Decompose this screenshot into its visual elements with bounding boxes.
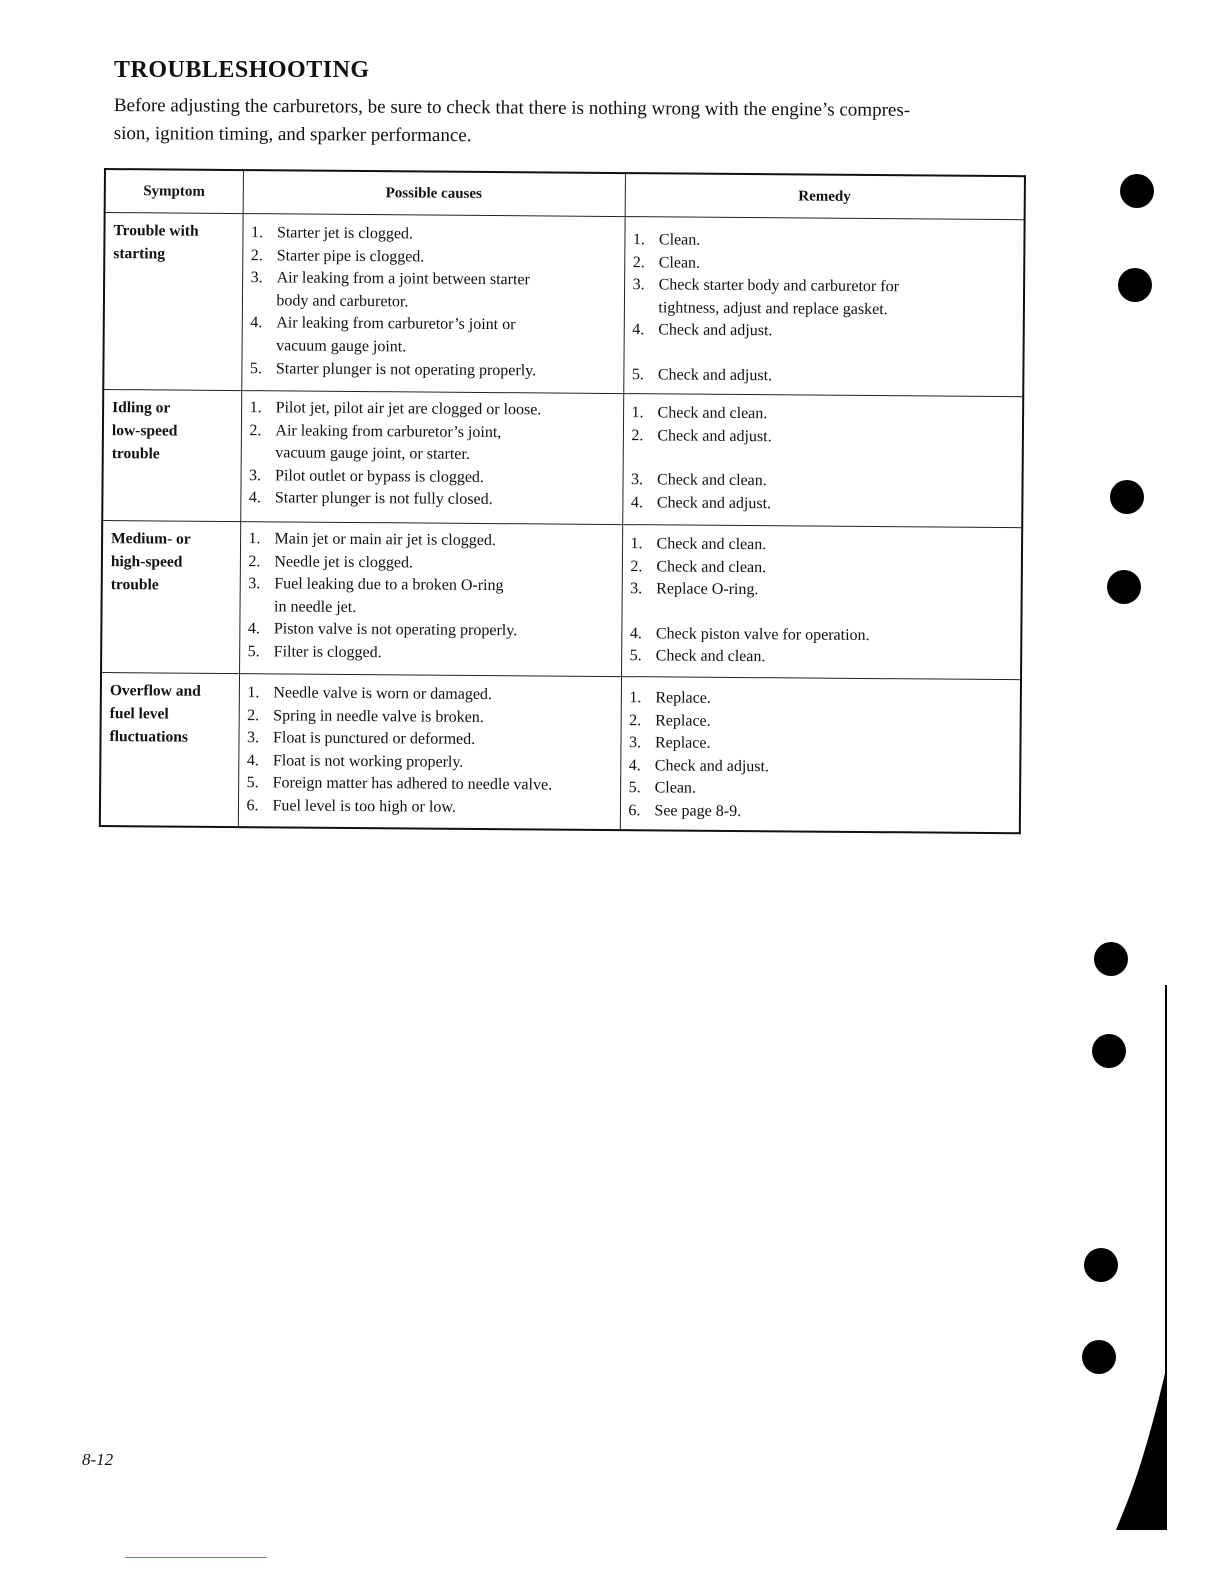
cause-item: 4. Piston valve is not operating properly. xyxy=(247,620,518,640)
remedy-item: 2. Replace. xyxy=(629,711,711,730)
remedy-item: 3. Check starter body and carburetor for tightness, adjust and replace gasket. xyxy=(632,276,900,318)
table-row xyxy=(100,672,1021,833)
symptom-cell xyxy=(101,520,240,673)
remedy-item: 1. Check and clean. xyxy=(631,404,768,423)
cause-item: 4. Air leaking from carburetor’s joint or vacuum gauge joint. xyxy=(250,314,516,356)
table-row xyxy=(103,213,1024,397)
remedy-item: 5. Check and clean. xyxy=(629,647,766,666)
causes-cell xyxy=(240,391,623,525)
remedy-item: 6. See page 8-9. xyxy=(628,802,742,820)
remedy-item: 2. Clean. xyxy=(632,253,701,272)
remedy-cell xyxy=(620,677,1021,834)
intro-line-2: sion, ignition timing, and sparker performance. xyxy=(113,122,472,147)
cause-item: 3. Air leaking from a joint between starter body and carburetor. xyxy=(250,269,530,311)
remedy-item: 4. Check and adjust. xyxy=(628,756,770,776)
cause-item: 4. Float is not working properly. xyxy=(246,751,464,771)
header-causes: Possible causes xyxy=(243,170,625,216)
remedy-item: 2. Check and clean. xyxy=(630,557,767,576)
cause-item: 1. Starter jet is clogged. xyxy=(250,224,414,243)
troubleshooting-table-container xyxy=(99,168,1024,833)
remedy-item: 4. Check piston valve for operation. xyxy=(629,624,870,644)
remedy-cell xyxy=(622,394,1023,528)
cause-item: 3. Float is punctured or deformed. xyxy=(246,729,476,749)
page-title: TROUBLESHOOTING xyxy=(114,57,370,83)
cause-item: 5. Starter plunger is not operating properly. xyxy=(249,359,537,379)
remedy-item: 5. Check and adjust. xyxy=(631,366,773,385)
symptom-cell xyxy=(100,672,239,827)
symptom-line: trouble xyxy=(111,445,160,463)
symptom-line: trouble xyxy=(110,576,159,594)
cause-item: 2. Air leaking from carburetor’s joint, vacuum gauge joint, or starter. xyxy=(249,421,502,464)
remedy-item: 1. Clean. xyxy=(632,231,701,249)
symptom-line: Medium- or xyxy=(111,530,191,548)
punch-hole-mark xyxy=(1094,942,1128,976)
table-header-row xyxy=(105,169,1025,220)
causes-cell xyxy=(239,522,622,677)
cause-item: 2. Needle jet is clogged. xyxy=(248,552,414,572)
cause-item: 1. Pilot jet, pilot air jet are clogged or loose. xyxy=(249,399,542,419)
punch-hole-mark xyxy=(1084,1248,1118,1282)
symptom-line: fuel level xyxy=(109,705,169,723)
remedy-item: 2. Check and adjust. xyxy=(631,426,772,445)
causes-cell xyxy=(241,214,624,394)
symptom-line: Trouble with xyxy=(113,222,199,240)
cause-item: 3. Pilot outlet or bypass is clogged. xyxy=(249,466,485,486)
table-row xyxy=(102,390,1023,528)
section-tab-marker xyxy=(1116,985,1168,1530)
symptom-line: fluctuations xyxy=(109,728,188,746)
remedy-item: 4. Check and adjust. xyxy=(632,321,773,340)
punch-hole-mark xyxy=(1107,570,1141,604)
symptom-line: Overflow and xyxy=(109,682,201,700)
cause-item: 5. Filter is clogged. xyxy=(247,643,382,662)
symptom-line: low-speed xyxy=(111,422,178,440)
punch-hole-mark xyxy=(1110,480,1144,514)
cause-item: 1. Needle valve is worn or damaged. xyxy=(247,684,493,704)
intro-paragraph xyxy=(114,92,1034,154)
remedy-cell xyxy=(623,217,1024,397)
cause-item: 1. Main jet or main air jet is clogged. xyxy=(248,530,496,550)
remedy-item: 5. Clean. xyxy=(628,779,697,798)
punch-hole-mark xyxy=(1082,1340,1116,1374)
cause-item: 6. Fuel level is too high or low. xyxy=(246,797,456,816)
remedy-item: 3. Replace. xyxy=(628,734,711,752)
symptom-cell xyxy=(102,390,241,522)
punch-hole-mark xyxy=(1120,174,1154,208)
remedy-item: 3. Check and clean. xyxy=(631,471,767,490)
footer-rule xyxy=(125,1557,267,1558)
remedy-item: 1. Check and clean. xyxy=(630,535,767,554)
intro-line-1: Before adjusting the carburetors, be sure to check that there is nothing wrong with the engine’s compres- xyxy=(113,94,911,121)
remedy-item: 4. Check and adjust. xyxy=(630,493,772,513)
page-number: 8-12 xyxy=(82,1450,114,1469)
symptom-line: Idling or xyxy=(112,399,171,417)
cause-item: 3. Fuel leaking due to a broken O-ring in needle jet. xyxy=(248,575,504,616)
causes-cell xyxy=(238,674,621,830)
symptom-cell xyxy=(103,213,242,391)
table-row xyxy=(101,520,1022,679)
symptom-line: starting xyxy=(113,245,166,263)
header-remedy: Remedy xyxy=(625,173,1025,220)
remedy-cell xyxy=(621,525,1022,680)
troubleshooting-table xyxy=(99,168,1026,834)
cause-item: 5. Foreign matter has adhered to needle valve. xyxy=(246,774,553,794)
cause-item: 4. Starter plunger is not fully closed. xyxy=(248,489,493,509)
punch-hole-mark xyxy=(1118,268,1152,302)
remedy-item: 1. Replace. xyxy=(629,689,711,707)
symptom-line: high-speed xyxy=(110,553,183,571)
remedy-item: 3. Replace O-ring. xyxy=(630,580,759,599)
cause-item: 2. Spring in needle valve is broken. xyxy=(247,706,484,726)
cause-item: 2. Starter pipe is clogged. xyxy=(250,246,425,266)
header-symptom: Symptom xyxy=(105,169,243,214)
